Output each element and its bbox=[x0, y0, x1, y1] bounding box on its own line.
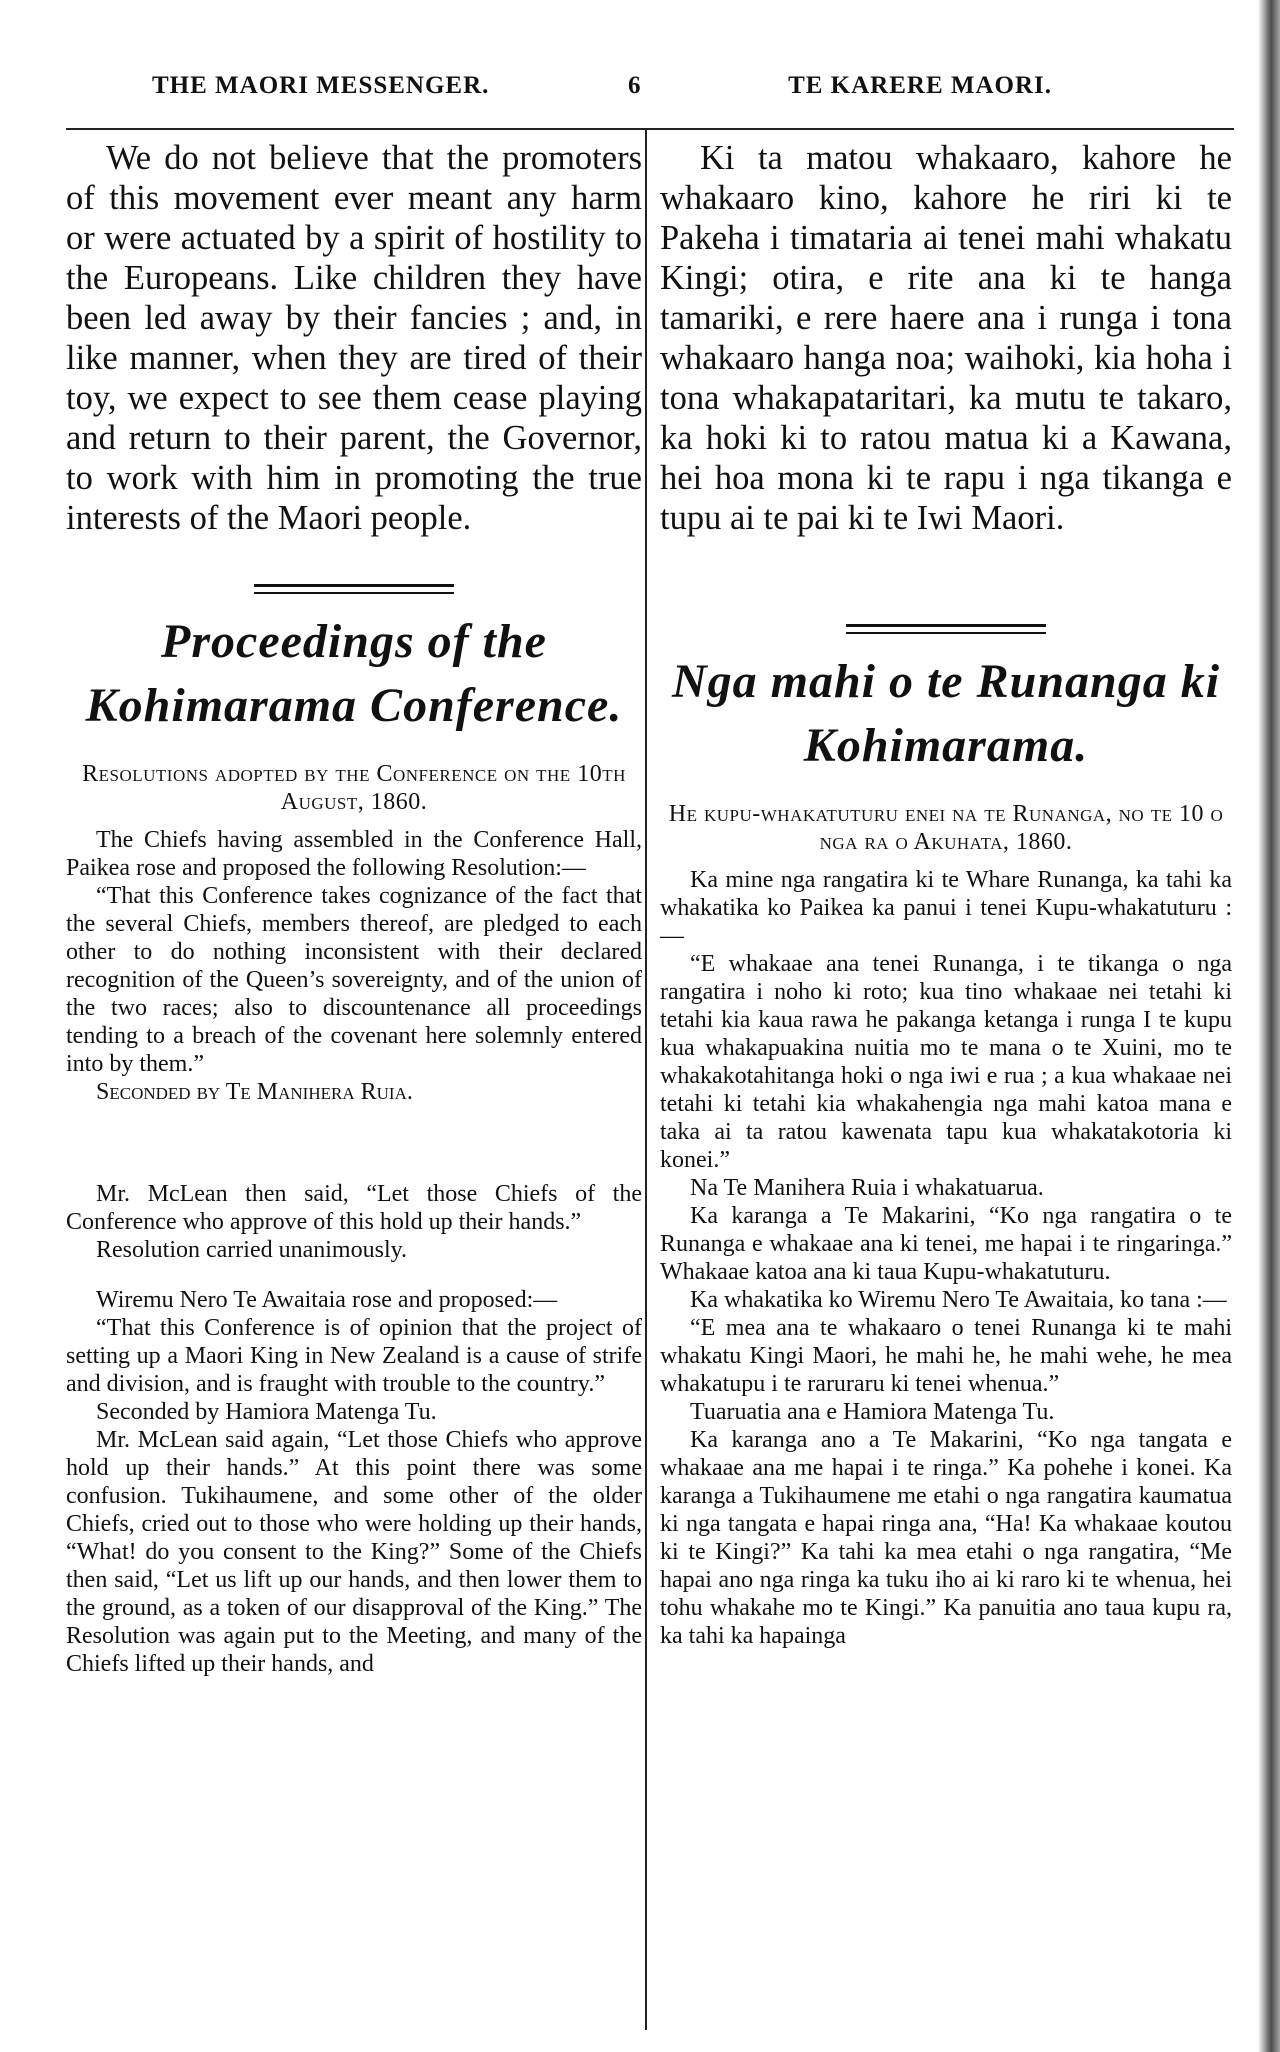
maori-title: Nga mahi o te Runanga ki Kohimarama. bbox=[671, 655, 1221, 772]
maori-para-3: Na Te Manihera Ruia i whakatuarua. bbox=[690, 1175, 1044, 1201]
header-left-title: THE MAORI MESSENGER. bbox=[152, 72, 490, 99]
english-para-5: Resolution carried unanimously. bbox=[96, 1237, 408, 1263]
english-para-6: Wiremu Nero Te Awaitaia rose and proposed:— bbox=[96, 1287, 558, 1313]
english-para-4: Mr. McLean then said, “Let those Chiefs of the Conference who approve of this hold up their hands.” bbox=[66, 1181, 642, 1235]
maori-para-2: “E whakaae ana tenei Runanga, i te tikanga o nga rangatira i noho ki roto; kua tino whakaae nei tetahi ki tetahi kia kaua rawa he pakanga ketanga i runga I te kupu kua whakapuakina nuitia mo te mana o te Xuini, mo te whakakotahitanga hoki o nga iwi e rua ; a kua whakaae nei tetahi ki tetahi kia whakahengia nga mahi katoa mana e taka ai ta ratou kawenata tapu kua whakatakotoria ki konei.” bbox=[660, 951, 1232, 1173]
maori-para-7: Tuaruatia ana e Hamiora Matenga Tu. bbox=[690, 1399, 1055, 1425]
english-para-1: The Chiefs having assembled in the Conference Hall, Paikea rose and proposed the following Resolution:— bbox=[66, 827, 642, 881]
english-para-8: Seconded by Hamiora Matenga Tu. bbox=[96, 1399, 437, 1425]
english-title: Proceedings of the Kohimarama Conference. bbox=[85, 615, 623, 732]
column-divider bbox=[645, 130, 647, 2030]
english-para-3: Seconded by Te Manihera Ruia. bbox=[96, 1079, 413, 1105]
english-subhead: Resolutions adopted by the Conference on the 10th August, 1860. bbox=[82, 761, 626, 815]
english-para-7: “That this Conference is of opinion that the project of setting up a Maori King in New Zealand is a cause of strife and division, and is fraught with trouble to the country.” bbox=[66, 1315, 642, 1397]
page-header bbox=[140, 72, 1060, 108]
maori-column bbox=[660, 138, 1232, 1650]
page-number: 6 bbox=[628, 72, 642, 99]
english-intro: We do not believe that the promoters of this movement ever meant any harm or were actuated by a spirit of hostility to the Europeans. Like children they have been led away by their fancies ; and, in like manner, when they are tired of their toy, we expect to see them cease playing and return to their parent, the Governor, to work with him in promoting the true interests of the Maori people. bbox=[66, 139, 642, 537]
maori-para-8: Ka karanga ano a Te Makarini, “Ko nga tangata e whakaae ana me hapai i te ringa.” Ka pohehe i konei. Ka karanga a Tukihaumene me etahi o nga rangatira kaumatua ki nga tangata e hapai ringa ana, “Ha! Ka whakaae koutou ki te Kingi?” Ka tahi ka mea etahi o nga rangatira, “Me hapai ano nga ringa ka tuku iho ai ki raro ki te whenua, hei tohu whakahe mo te Kingi.” Ka panuitia ano taua kupu ra, ka tahi ka hapainga bbox=[660, 1427, 1232, 1649]
title-rule bbox=[846, 624, 1046, 634]
header-right-title: TE KARERE MAORI. bbox=[788, 72, 1052, 99]
maori-para-5: Ka whakatika ko Wiremu Nero Te Awaitaia, ko tana :— bbox=[690, 1287, 1227, 1313]
title-rule bbox=[254, 584, 454, 594]
header-rule bbox=[66, 128, 1234, 130]
english-column bbox=[66, 138, 642, 1678]
maori-subhead: He kupu-whakatuturu enei na te Runanga, no te 10 o nga ra o Akuhata, 1860. bbox=[668, 801, 1224, 855]
maori-intro: Ki ta matou whakaaro, kahore he whakaaro kino, kahore he riri ki te Pakeha i timataria ai tenei mahi whakatu Kingi; otira, e rite ana ki te hanga tamariki, e rere haere ana i runga i tona whakaaro hanga noa; waihoki, kia hoha i tona whakapataritari, ka mutu te takaro, ka hoki ki to ratou matua ki a Kawana, hei hoa mona ki te rapu i nga tikanga e tupu ai te pai ki te Iwi Maori. bbox=[660, 139, 1232, 537]
maori-para-4: Ka karanga a Te Makarini, “Ko nga rangatira o te Runanga e whakaae ana ki tenei, me hapai i te ringaringa.” Whakaae katoa ana ki taua Kupu-whakatuturu. bbox=[660, 1203, 1232, 1285]
maori-para-6: “E mea ana te whakaaro o tenei Runanga ki te mahi whakatu Kingi Maori, he mahi he, he mahi wehe, he mea whakatupu i te raruraru ki tenei whenua.” bbox=[660, 1315, 1232, 1397]
english-para-2: “That this Conference takes cognizance of the fact that the several Chiefs, members thereof, are pledged to each other to do nothing inconsistent with their declared recognition of the Queen’s sovereignty, and of the union of the two races; also to discountenance all proceedings tending to a breach of the covenant here solemnly entered into by them.” bbox=[66, 883, 642, 1077]
english-para-9: Mr. McLean said again, “Let those Chiefs who approve hold up their hands.” At this point there was some confusion. Tukihaumene, and some other of the older Chiefs, cried out to those who were holding up their hands, “What! do you consent to the King?” Some of the Chiefs then said, “Let us lift up our hands, and then lower them to the ground, as a token of our disapproval of the King.” The Resolution was again put to the Meeting, and many of the Chiefs lifted up their hands, and bbox=[66, 1427, 642, 1677]
maori-para-1: Ka mine nga rangatira ki te Whare Runanga, ka tahi ka whakatika ko Paikea ka panui i tenei Kupu-whakatuturu :— bbox=[660, 867, 1232, 949]
page-edge-shadow bbox=[1258, 0, 1280, 2052]
